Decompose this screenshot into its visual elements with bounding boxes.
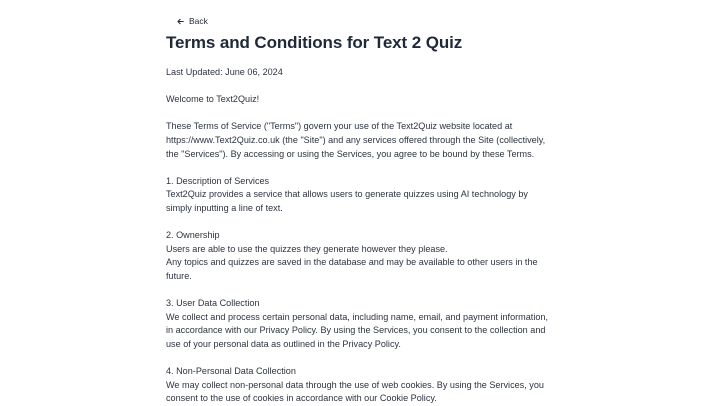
section-description-of-services: [166, 175, 556, 216]
section-ownership: [166, 229, 556, 283]
section-heading: 4. Non-Personal Data Collection: [166, 366, 296, 377]
section-heading: 1. Description of Services: [166, 175, 270, 186]
section-text: We collect and process certain personal data, including name, email, and payment information, in accordance with our Privacy Policy. By using the Services, you consent to the collection and use of your personal data as outlined in the Privacy Policy.: [166, 311, 548, 349]
last-updated: Last Updated: June 06, 2024: [166, 67, 283, 77]
section-user-data-collection: [166, 297, 556, 351]
section-text: Users are able to use the quizzes they generate however they please.: [166, 243, 448, 254]
section-text: Any topics and quizzes are saved in the database and may be available to other users in the future.: [166, 257, 538, 281]
section-heading: 2. Ownership: [166, 230, 220, 241]
back-link-label: Back: [189, 16, 208, 26]
section-text: Text2Quiz provides a service that allows users to generate quizzes using AI technology by simply inputting a line of text.: [166, 189, 528, 213]
section-heading: 3. User Data Collection: [166, 298, 260, 309]
section-text: We may collect non-personal data through the use of web cookies. By using the Services, you consent to the use of cookies in accordance with our Cookie Policy.: [166, 379, 544, 404]
back-link[interactable]: [177, 16, 208, 26]
intro-paragraph: These Terms of Service ("Terms") govern your use of the Text2Quiz website located at https://www.Text2Quiz.co.uk (the "Site") and any services offered through the Site (collectively, the "Services"). By accessing or using the Services, you agree to be bound by these Terms.: [166, 121, 546, 159]
welcome-text: Welcome to Text2Quiz!: [166, 94, 260, 105]
page-title: Terms and Conditions for Text 2 Quiz: [166, 33, 463, 52]
arrow-left-icon: [177, 18, 184, 25]
terms-body: [166, 66, 556, 406]
